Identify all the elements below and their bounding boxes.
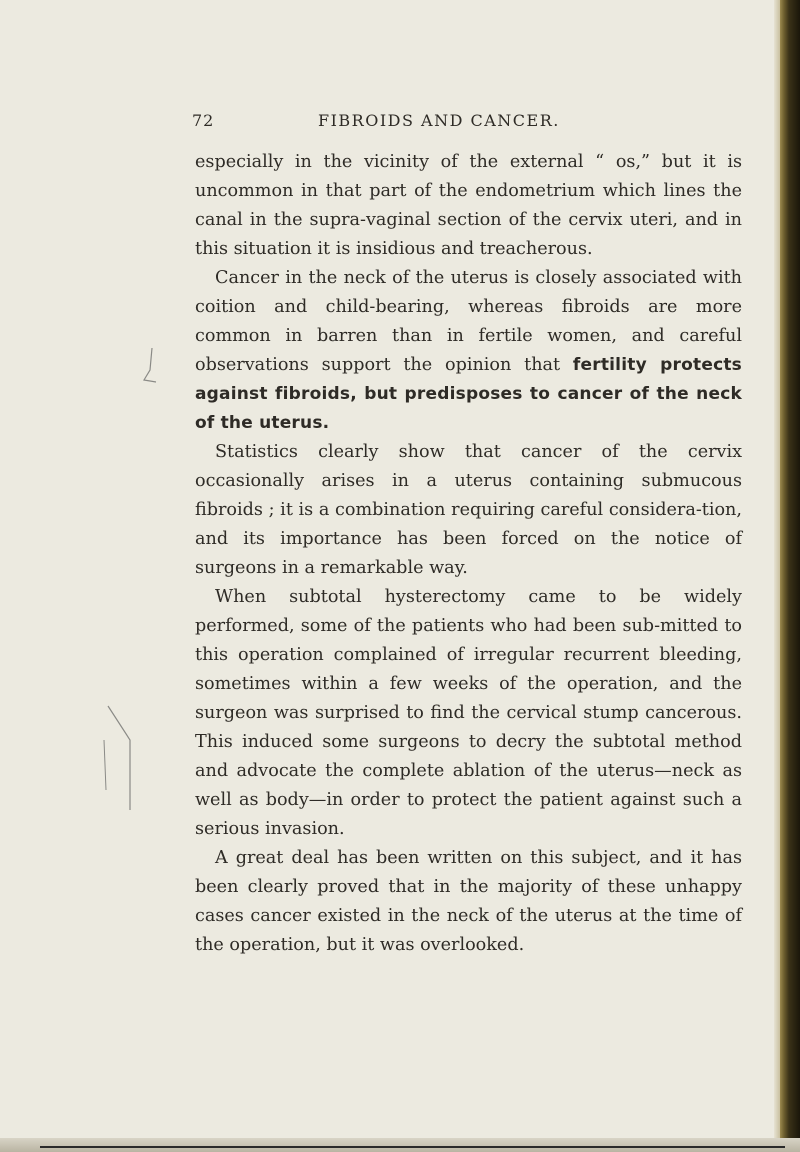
paragraph-2-text: Cancer in the neck of the uterus is closely associated with coition and child-bearing, whereas fibroids are more common in barren than in fertile women, and careful observations support the opinion that xyxy=(195,268,742,375)
paragraph-3: Statistics clearly show that cancer of the cervix occasionally arises in a uterus containing submucous fibroids ; it is a combination requiring careful considera-tion, and its importance has been forced on the notice of surgeons in a remarkable way. xyxy=(195,442,742,578)
page-number: 72 xyxy=(192,111,215,130)
running-title: FIBROIDS AND CANCER. xyxy=(318,111,560,130)
paragraph-2 xyxy=(195,264,742,438)
paragraph-4: When subtotal hysterectomy came to be widely performed, some of the patients who had been sub-mitted to this operation complained of irregular recurrent bleeding, sometimes within a few weeks of the operation, and the surgeon was surprised to find the cervical stump cancerous. This induced some surgeons to decry the subtotal method and advocate the complete ablation of the uterus—neck as well as body—in order to protect the patient against such a serious invasion. xyxy=(195,587,742,839)
page-bottom-edge xyxy=(40,1146,785,1148)
body-text xyxy=(195,148,742,960)
page-bottom-shadow xyxy=(0,1138,800,1152)
page-header xyxy=(0,111,780,141)
emphasized-conclusion: fertility protects against fibroids, but predisposes to cancer of the neck of the uterus. xyxy=(195,355,742,433)
book-spine xyxy=(780,0,800,1152)
paragraph-5: A great deal has been written on this subject, and it has been clearly proved that in the majority of these unhappy cases cancer existed in the neck of the uterus at the time of the operation, but it was overlooked. xyxy=(195,848,742,955)
margin-pencil-mark-bottom xyxy=(100,700,150,830)
paragraph-1: especially in the vicinity of the external “ os,” but it is uncommon in that part of the endometrium which lines the canal in the supra-vaginal section of the cervix uteri, and in this situation it is insidious and treacherous. xyxy=(195,152,742,259)
margin-pencil-mark-top xyxy=(140,340,170,410)
